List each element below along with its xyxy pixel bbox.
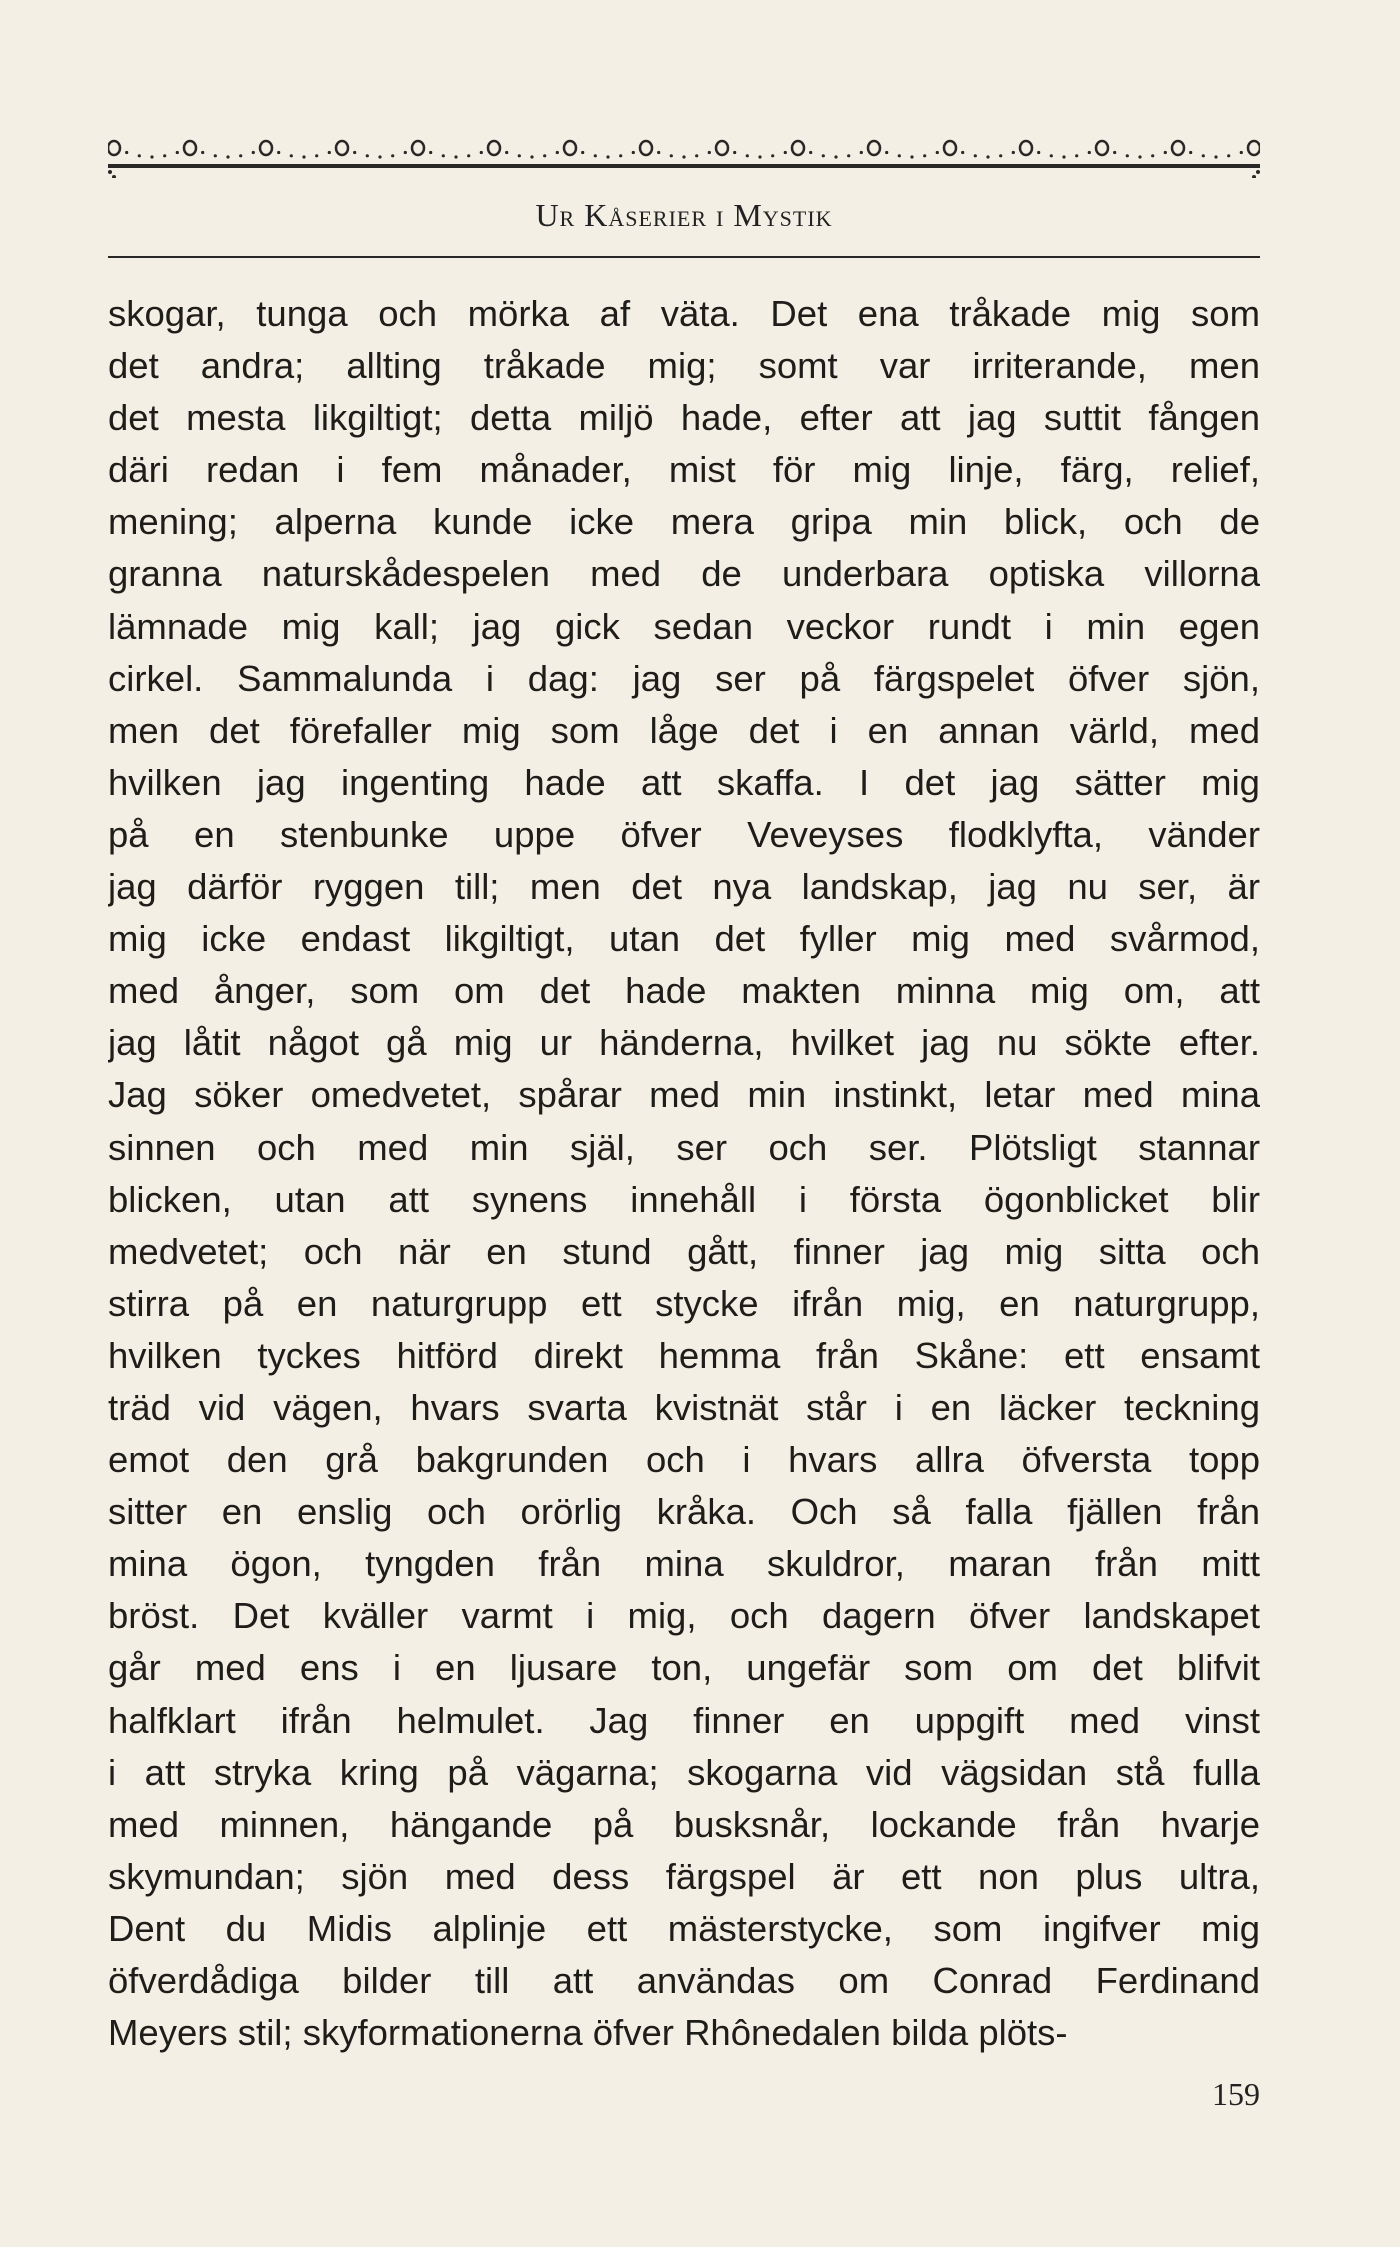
text-line: Dent du Midis alplinje ett mästerstycke, som ingifver mig (108, 1907, 1260, 1949)
text-line: jag låtit något gå mig ur händerna, hvilket jag nu sökte efter. (108, 1022, 1260, 1064)
text-line: bröst. Det kväller varmt i mig, och dagern öfver landskapet (108, 1595, 1260, 1637)
running-title: Ur Kåserier i Mystik (535, 197, 833, 233)
page-number: 159 (1212, 2076, 1260, 2112)
text-line: går med ens i en ljusare ton, ungefär som om det blifvit (108, 1647, 1260, 1689)
decorative-ornament-border (108, 128, 1260, 178)
text-line: halfklart ifrån helmulet. Jag finner en uppgift med vinst (108, 1699, 1260, 1741)
text-line: mina ögon, tyngden från mina skuldror, maran från mitt (108, 1543, 1260, 1585)
text-line: på en stenbunke uppe öfver Veveyses flodklyfta, vänder (108, 813, 1260, 855)
text-line: skymundan; sjön med dess färgspel är ett non plus ultra, (108, 1855, 1260, 1897)
header-rule (108, 256, 1260, 258)
text-line: mig icke endast likgiltigt, utan det fyller mig med svårmod, (108, 918, 1260, 960)
text-line: cirkel. Sammalunda i dag: jag ser på färgspelet öfver sjön, (108, 657, 1260, 699)
text-line: medvetet; och när en stund gått, finner jag mig sitta och (108, 1230, 1260, 1272)
text-line: i att stryka kring på vägarna; skogarna vid vägsidan stå fulla (108, 1751, 1260, 1793)
text-line: hvilken tyckes hitförd direkt hemma från Skåne: ett ensamt (108, 1334, 1260, 1376)
text-line: det mesta likgiltigt; detta miljö hade, efter att jag suttit fången (108, 397, 1260, 439)
text-line: Meyers stil; skyformationerna öfver Rhônedalen bilda plöts- (108, 2012, 1068, 2054)
text-line: Jag söker omedvetet, spårar med min instinkt, letar med mina (108, 1074, 1260, 1116)
text-line: men det förefaller mig som låge det i en annan värld, med (108, 709, 1260, 751)
text-line: sitter en enslig och orörlig kråka. Och så falla fjällen från (108, 1491, 1260, 1533)
text-line: skogar, tunga och mörka af väta. Det ena tråkade mig som (108, 293, 1260, 334)
text-line: hvilken jag ingenting hade att skaffa. I det jag sätter mig (108, 761, 1260, 803)
text-line: det andra; allting tråkade mig; somt var irriterande, men (108, 345, 1260, 387)
body-text (108, 288, 1260, 2059)
text-line: jag därför ryggen till; men det nya landskap, jag nu ser, är (108, 866, 1260, 908)
text-line: sinnen och med min själ, ser och ser. Plötsligt stannar (108, 1126, 1260, 1168)
text-line: blicken, utan att synens innehåll i första ögonblicket blir (108, 1178, 1260, 1220)
text-line: med minnen, hängande på busksnår, lockande från hvarje (108, 1803, 1260, 1845)
text-line: lämnade mig kall; jag gick sedan veckor rundt i min egen (108, 605, 1260, 647)
text-line: stirra på en naturgrupp ett stycke ifrån mig, en naturgrupp, (108, 1282, 1260, 1324)
text-line: däri redan i fem månader, mist för mig linje, färg, relief, (108, 449, 1260, 491)
text-line: öfverdådiga bilder till att användas om Conrad Ferdinand (108, 1960, 1260, 2001)
text-line: med ånger, som om det hade makten minna mig om, att (108, 970, 1260, 1012)
text-line: granna naturskådespelen med de underbara optiska villorna (108, 553, 1260, 595)
text-line: mening; alperna kunde icke mera gripa min blick, och de (108, 501, 1260, 543)
text-line: emot den grå bakgrunden och i hvars allra öfversta topp (108, 1439, 1260, 1481)
text-line: träd vid vägen, hvars svarta kvistnät står i en läcker teckning (108, 1386, 1260, 1428)
